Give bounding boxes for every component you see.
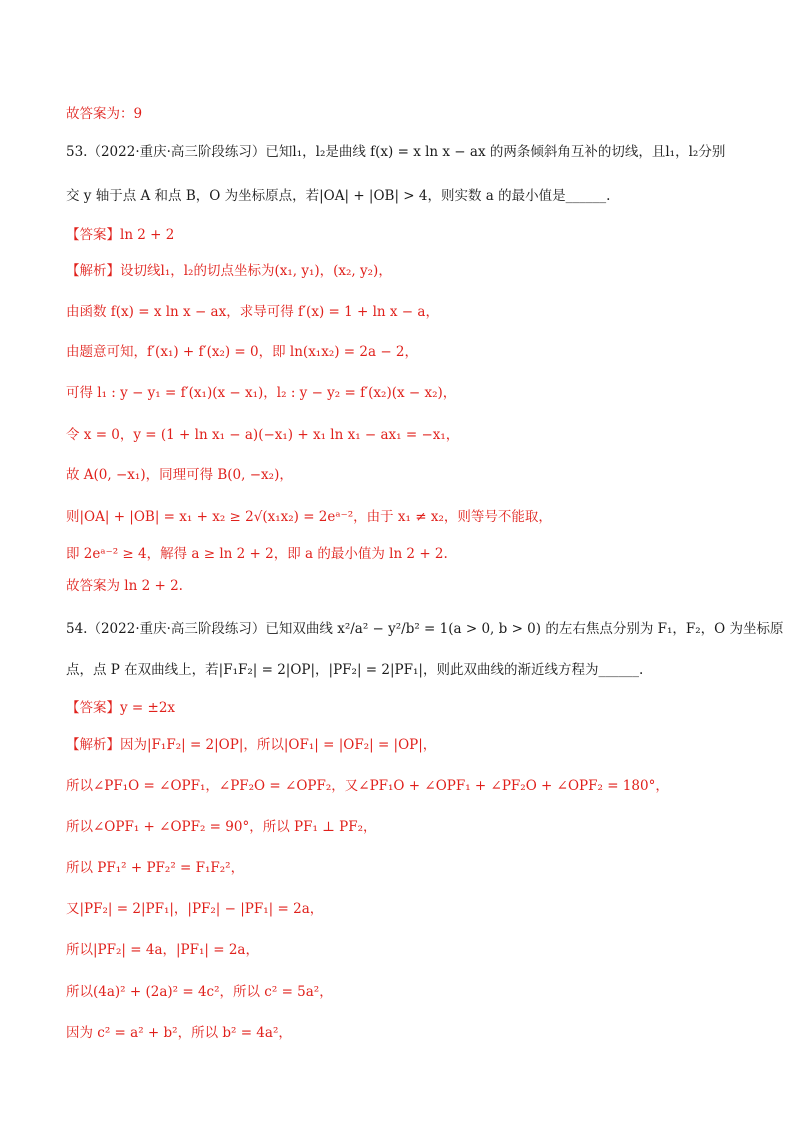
solution-54-line-1: 【解析】因为|F₁F₂| = 2|OP|，所以|OF₁| = |OF₂| = |OP|， [66, 737, 437, 753]
final-answer-53: 故答案为 ln 2 + 2. [66, 578, 183, 594]
solution-53-line-3: 由题意可知，f′(x₁) + f′(x₂) = 0，即 ln(x₁x₂) = 2a − 2， [66, 344, 419, 360]
solution-53-line-7: 则|OA| + |OB| = x₁ + x₂ ≥ 2√(x₁x₂) = 2eᵃ⁻²，由于 x₁ ≠ x₂，则等号不能取， [66, 509, 552, 525]
answer-54: 【答案】y = ±2x [66, 700, 176, 716]
question-53-line-2: 交 y 轴于点 A 和点 B，O 为坐标原点，若|OA| + |OB| > 4，则实数 a 的最小值是______. [66, 188, 611, 204]
solution-54-line-3: 所以∠OPF₁ + ∠OPF₂ = 90°，所以 PF₁ ⊥ PF₂， [66, 819, 377, 835]
answer-line-52: 故答案为：9 [66, 106, 143, 122]
question-54-line-2: 点，点 P 在双曲线上，若|F₁F₂| = 2|OP|，|PF₂| = 2|PF₁|，则此双曲线的渐近线方程为______. [66, 662, 644, 678]
question-54-line-1: 54.（2022·重庆·高三阶段练习）已知双曲线 x²/a² − y²/b² = 1(a > 0, b > 0) 的左右焦点分别为 F₁，F₂，O 为坐标原 [66, 621, 784, 637]
solution-53-line-2: 由函数 f(x) = x ln x − ax，求导可得 f′(x) = 1 + ln x − a， [66, 304, 439, 320]
solution-54-line-2: 所以∠PF₁O = ∠OPF₁，∠PF₂O = ∠OPF₂，又∠PF₁O + ∠OPF₁ + ∠PF₂O + ∠OPF₂ = 180°， [66, 778, 669, 794]
solution-54-line-6: 所以|PF₂| = 4a，|PF₁| = 2a， [66, 942, 259, 958]
solution-53-line-4: 可得 l₁ : y − y₁ = f′(x₁)(x − x₁)，l₂ : y − y₂ = f′(x₂)(x − x₂)， [66, 385, 457, 401]
solution-54-line-8: 因为 c² = a² + b²，所以 b² = 4a²， [66, 1025, 292, 1041]
solution-53-line-6: 故 A(0, −x₁)，同理可得 B(0, −x₂)， [66, 467, 293, 483]
solution-53-line-5: 令 x = 0，y = (1 + ln x₁ − a)(−x₁) + x₁ ln x₁ − ax₁ = −x₁， [66, 427, 460, 443]
solution-54-line-4: 所以 PF₁² + PF₂² = F₁F₂²， [66, 860, 245, 876]
solution-54-line-5: 又|PF₂| = 2|PF₁|，|PF₂| − |PF₁| = 2a， [66, 901, 324, 917]
question-53-line-1: 53.（2022·重庆·高三阶段练习）已知l₁，l₂是曲线 f(x) = x ln x − ax 的两条倾斜角互补的切线，且l₁，l₂分别 [66, 144, 726, 160]
solution-54-line-7: 所以(4a)² + (2a)² = 4c²，所以 c² = 5a²， [66, 984, 333, 1000]
solution-53-line-1: 【解析】设切线l₁，l₂的切点坐标为(x₁, y₁)，(x₂, y₂)， [66, 263, 392, 279]
answer-53: 【答案】ln 2 + 2 [66, 227, 175, 243]
solution-53-line-8: 即 2eᵃ⁻² ≥ 4，解得 a ≥ ln 2 + 2，即 a 的最小值为 ln 2 + 2. [66, 546, 448, 562]
